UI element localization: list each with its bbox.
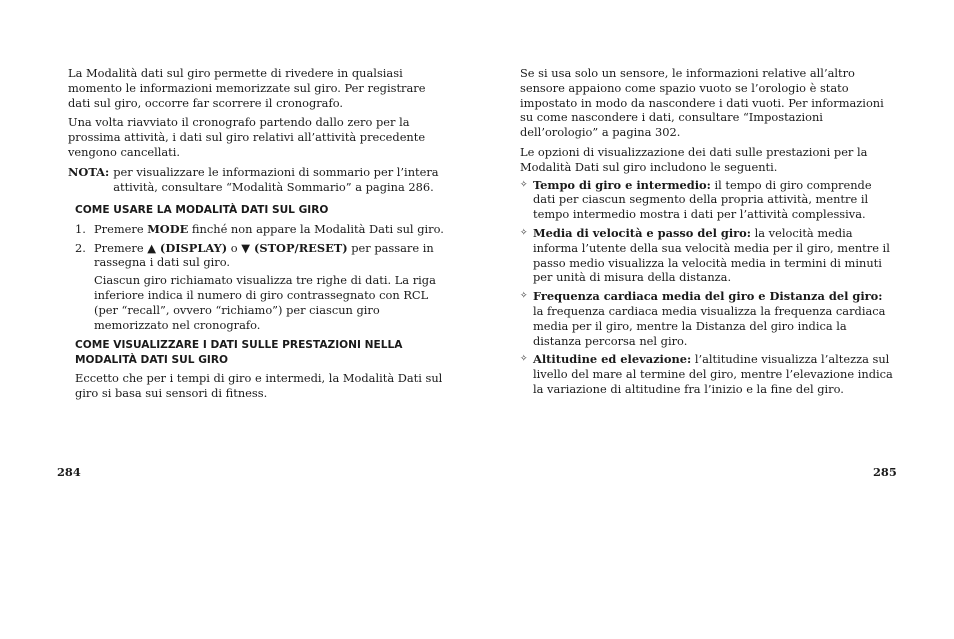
option-term: Altitudine ed elevazione:	[533, 352, 692, 367]
bullet-icon: ✧	[520, 179, 528, 190]
page-number-right: 285	[873, 465, 897, 479]
option-item	[520, 226, 896, 285]
bullet-icon: ✧	[520, 291, 528, 302]
step-text: o	[227, 240, 242, 255]
page-number-left: 284	[57, 465, 81, 479]
step-text: per passare in rassegna i dati sul giro.	[94, 240, 434, 270]
fitness-paragraph: Eccetto che per i tempi di giro e intermedi, la Modalità Dati sul giro si basa sui sensori di fitness.	[75, 371, 443, 401]
stop-reset-button-label: ▼ (STOP/RESET)	[241, 240, 348, 255]
step-text: finché non appare la Modalità Dati sul giro.	[188, 221, 444, 236]
section-heading-performance: COME VISUALIZZARE I DATI SULLE PRESTAZIONI NELLA MODALITÀ DATI SUL GIRO	[75, 339, 403, 366]
step-text: Premere	[94, 240, 148, 255]
option-text: il tempo di giro comprende dati per ciascun segmento della propria attività, mentre il tempo intermedio mostra i dati per l’attività complessiva.	[533, 177, 872, 222]
option-item	[520, 289, 896, 348]
bullet-icon: ✧	[520, 354, 528, 365]
display-button-label: ▲ (DISPLAY)	[147, 240, 228, 255]
section-heading-use: COME USARE LA MODALITÀ DATI SUL GIRO	[75, 204, 329, 217]
option-item	[520, 352, 896, 396]
option-term: Media di velocità e passo del giro:	[533, 225, 751, 240]
reset-paragraph: Una volta riavviato il cronografo partendo dallo zero per la prossima attività, i dati sul giro relativi all’attività precedente vengono cancellati.	[68, 115, 426, 159]
step-number: 1.	[75, 221, 86, 236]
option-text: la velocità media informa l’utente della sua velocità media per il giro, mentre il passo medio visualizza la velocità media in termini di minuti per unità di misura della distanza.	[533, 225, 890, 285]
options-list	[520, 178, 896, 397]
bullet-icon: ✧	[520, 227, 528, 238]
option-text: l’altitudine visualizza l’altezza sul livello del mare al termine del giro, mentre l’elevazione indica la variazione di altitudine fra l’inizio e la fine del giro.	[533, 352, 893, 396]
step-item	[75, 241, 450, 271]
note	[68, 165, 450, 195]
step-number: 2.	[75, 240, 86, 255]
note-text: per visualizzare le informazioni di sommario per l’intera attività, consultare “Modalità Sommario” a pagina 286.	[113, 164, 439, 194]
right-page	[520, 66, 896, 639]
options-paragraph: Le opzioni di visualizzazione dei dati sulle prestazioni per la Modalità Dati sul giro includono le seguenti.	[520, 144, 868, 174]
option-item	[520, 178, 896, 222]
option-term: Frequenza cardiaca media del giro e Distanza del giro:	[533, 289, 883, 304]
intro-paragraph: La Modalità dati sul giro permette di rivedere in qualsiasi momento le informazioni memorizzate sul giro. Per registrare dati sul giro, occorre far scorrere il cronografo.	[68, 66, 426, 110]
option-text: la frequenza cardiaca media visualizza la frequenza cardiaca media per il giro, mentre la Distanza del giro indica la distanza percorsa nel giro.	[533, 303, 886, 348]
step-item	[75, 222, 450, 237]
mode-button-label: MODE	[147, 221, 189, 236]
step-detail: Ciascun giro richiamato visualizza tre righe di dati. La riga inferiore indica il numero di giro contrassegnato con RCL (per “recall”, ovvero “richiamo”) per ciascun giro memorizzato nel cronografo.	[94, 273, 436, 332]
option-term: Tempo di giro e intermedio:	[533, 177, 711, 192]
step-text: Premere	[94, 221, 148, 236]
steps-list	[75, 222, 450, 270]
sensor-paragraph: Se si usa solo un sensore, le informazioni relative all’altro sensore appaiono come spazio vuoto se l’orologio è stato impostato in modo da nascondere i dati vuoti. Per informazioni su come nascondere i dati, consultare “Impostazioni dell’orologio” a pagina 302.	[520, 66, 884, 140]
left-page	[68, 66, 450, 639]
note-label: NOTA:	[68, 164, 110, 179]
